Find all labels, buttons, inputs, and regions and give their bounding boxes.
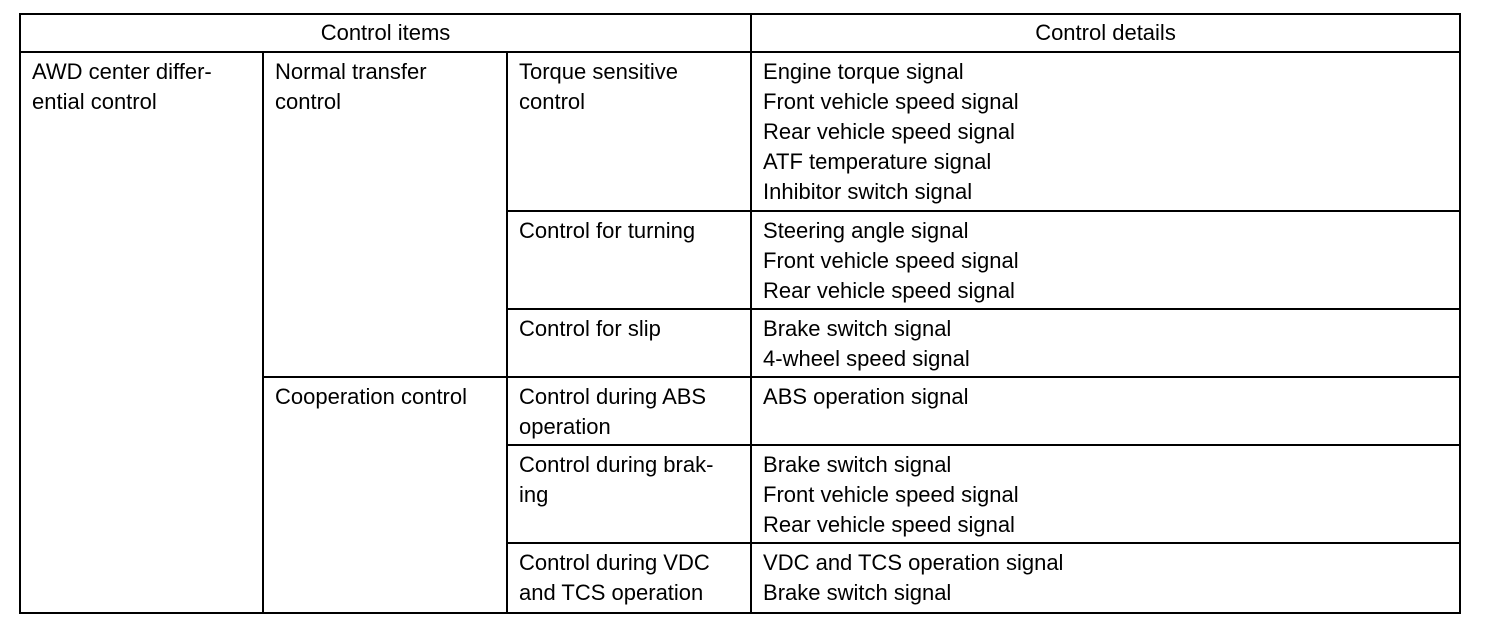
detail-text: Front vehicle speed signal [763, 89, 1019, 114]
control-table [19, 13, 1461, 614]
item-cell [507, 377, 751, 445]
details-cell [751, 445, 1460, 543]
detail-text: Inhibitor switch signal [763, 179, 973, 204]
details-cell [751, 543, 1460, 613]
header-control-details: Control details [751, 14, 1460, 52]
detail-text: Front vehicle speed signal [763, 482, 1019, 507]
detail-text: ABS operation signal [763, 384, 969, 409]
details-cell [751, 377, 1460, 445]
item-text: Control during ABS [519, 384, 707, 409]
detail-text: Rear vehicle speed signal [763, 512, 1015, 537]
group-text: Cooperation control [275, 384, 468, 409]
header-row [20, 14, 1460, 52]
item-text: control [519, 89, 586, 114]
detail-text: Brake switch signal [763, 452, 952, 477]
group-text: Normal transfer [275, 59, 427, 84]
detail-text: Steering angle signal [763, 218, 969, 243]
item-cell [507, 52, 751, 211]
detail-text: ATF temperature signal [763, 149, 992, 174]
detail-text: Engine torque signal [763, 59, 964, 84]
details-cell [751, 52, 1460, 211]
item-text: Torque sensitive [519, 59, 678, 84]
header-control-items: Control items [20, 14, 751, 52]
item-cell [507, 211, 751, 309]
detail-text: Brake switch signal [763, 316, 952, 341]
item-text: Control during brak- [519, 452, 714, 477]
detail-text: Rear vehicle speed signal [763, 278, 1015, 303]
category-text: AWD center differ- [32, 59, 212, 84]
detail-text: Front vehicle speed signal [763, 248, 1019, 273]
item-cell [507, 543, 751, 613]
detail-text: 4-wheel speed signal [763, 346, 970, 371]
group-text: control [275, 89, 342, 114]
item-text: operation [519, 414, 611, 439]
table-row [20, 52, 1460, 211]
category-text: ential control [32, 89, 157, 114]
item-cell [507, 309, 751, 377]
category-cell [20, 52, 263, 613]
detail-text: VDC and TCS operation signal [763, 550, 1064, 575]
group-cell-normal-transfer [263, 52, 507, 377]
detail-text: Brake switch signal [763, 580, 952, 605]
item-text: ing [519, 482, 549, 507]
item-text: Control for slip [519, 316, 661, 341]
details-cell [751, 211, 1460, 309]
detail-text: Rear vehicle speed signal [763, 119, 1015, 144]
group-cell-cooperation [263, 377, 507, 613]
item-cell [507, 445, 751, 543]
item-text: Control for turning [519, 218, 696, 243]
item-text: and TCS operation [519, 580, 704, 605]
item-text: Control during VDC [519, 550, 710, 575]
details-cell [751, 309, 1460, 377]
